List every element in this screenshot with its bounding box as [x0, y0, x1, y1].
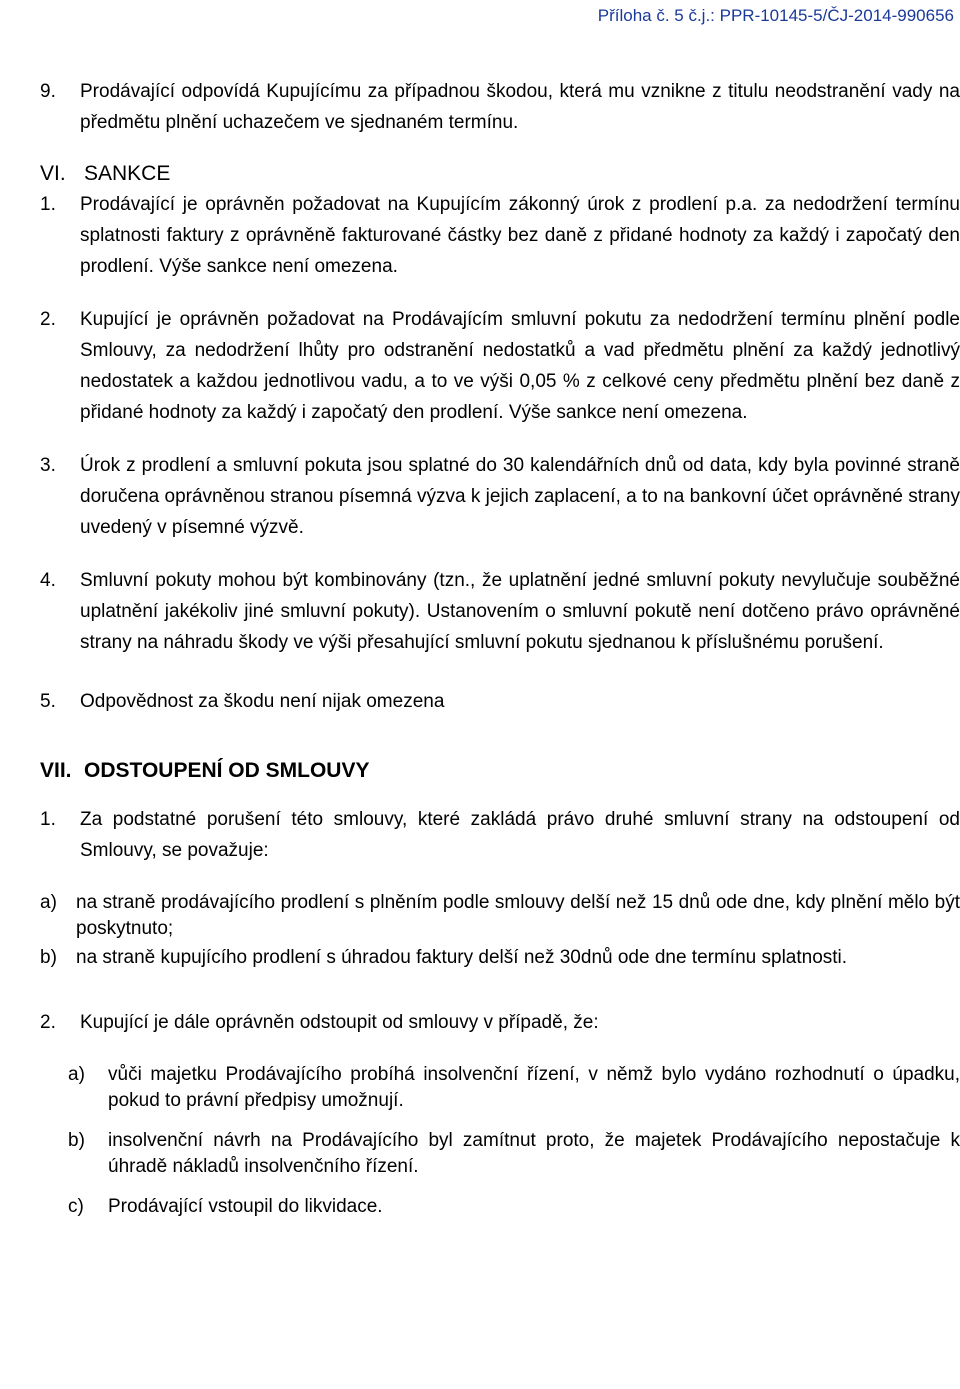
section-number: VII.	[40, 759, 72, 782]
section-number: VI.	[40, 162, 66, 185]
sub-text: vůči majetku Prodávajícího probíhá insolvenční řízení, v němž bylo vydáno rozhodnutí o úpadku, pokud to právní předpisy umožnují.	[108, 1064, 960, 1111]
section-heading-sankce	[40, 158, 960, 189]
clause-text: Za podstatné porušení této smlouvy, které zakládá právo druhé smluvní strany na odstoupení od Smlouvy, se považuje:	[80, 809, 960, 861]
sub-letter: b)	[40, 947, 57, 968]
document-body	[40, 76, 960, 1220]
odstoupeni-2-sub-c	[40, 1194, 960, 1220]
sub-letter: a)	[68, 1064, 85, 1085]
odstoupeni-1-sub-a	[40, 890, 960, 942]
clause-9	[40, 76, 960, 138]
sub-letter: b)	[68, 1130, 85, 1151]
sankce-clause-5	[40, 686, 960, 717]
clause-number: 2.	[40, 309, 56, 330]
section-title: ODSTOUPENÍ OD SMLOUVY	[84, 759, 370, 782]
clause-text: Smluvní pokuty mohou být kombinovány (tzn., že uplatnění jedné smluvní pokuty nevylučuje souběžné uplatnění jakékoliv jiné smluvní pokuty). Ustanovením o smluvní pokutě není dotčeno právo oprávněné strany na náhradu škody ve výši přesahující smluvní pokutu sjednanou k příslušnému porušení.	[80, 570, 960, 653]
clause-number: 2.	[40, 1012, 56, 1033]
clause-number: 1.	[40, 194, 56, 215]
clause-text: Prodávající odpovídá Kupujícímu za případnou škodou, která mu vznikne z titulu neodstranění vady na předmětu plnění uchazečem ve sjednaném termínu.	[80, 81, 960, 133]
clause-text: Úrok z prodlení a smluvní pokuta jsou splatné do 30 kalendářních dnů od data, kdy byla povinné straně doručena oprávněnou stranou písemná výzva k jejich zaplacení, a to na bankovní účet oprávněné strany uvedený v písemné výzvě.	[80, 455, 960, 538]
sankce-clause-2	[40, 304, 960, 428]
sankce-clause-4	[40, 565, 960, 658]
odstoupeni-2-sub-b	[40, 1128, 960, 1180]
sub-letter: a)	[40, 892, 57, 913]
sub-text: Prodávající vstoupil do likvidace.	[108, 1196, 383, 1217]
sankce-clause-1	[40, 189, 960, 282]
clause-text: Odpovědnost za škodu není nijak omezena	[80, 691, 445, 712]
sub-text: na straně kupujícího prodlení s úhradou faktury delší než 30dnů ode dne termínu splatnosti.	[76, 947, 848, 968]
sub-letter: c)	[68, 1196, 84, 1217]
clause-text: Kupující je oprávněn požadovat na Prodávajícím smluvní pokutu za nedodržení termínu plnění podle Smlouvy, za nedodržení lhůty pro odstranění nedostatků a vad předmětu plnění za každý jednotlivý nedostatek a každou jednotlivou vadu, a to ve výši 0,05 % z celkové ceny předmětu plnění bez daně z přidané hodnoty za každý i započatý den prodlení. Výše sankce není omezena.	[80, 309, 960, 423]
document-reference: Příloha č. 5 č.j.: PPR-10145-5/ČJ-2014-990656	[597, 6, 954, 25]
odstoupeni-1-sub-b	[40, 945, 960, 971]
clause-number: 3.	[40, 455, 56, 476]
clause-text: Prodávající je oprávněn požadovat na Kupujícím zákonný úrok z prodlení p.a. za nedodržení termínu splatnosti faktury z oprávněně fakturované částky bez daně z přidané hodnoty za každý i započatý den prodlení. Výše sankce není omezena.	[80, 194, 960, 277]
clause-number: 9.	[40, 81, 56, 102]
sub-text: na straně prodávajícího prodlení s plněním podle smlouvy delší než 15 dnů ode dne, kdy plnění mělo být poskytnuto;	[76, 892, 960, 939]
section-title: SANKCE	[84, 162, 171, 185]
clause-number: 1.	[40, 809, 56, 830]
section-heading-odstoupeni	[40, 755, 960, 786]
odstoupeni-2-sub-a	[40, 1062, 960, 1114]
clause-number: 4.	[40, 570, 56, 591]
clause-number: 5.	[40, 691, 56, 712]
odstoupeni-clause-1	[40, 804, 960, 866]
clause-text: Kupující je dále oprávněn odstoupit od smlouvy v případě, že:	[80, 1012, 599, 1033]
sankce-clause-3	[40, 450, 960, 543]
sub-text: insolvenční návrh na Prodávajícího byl zamítnut proto, že majetek Prodávajícího nepostačuje k úhradě nákladů insolvenčního řízení.	[108, 1130, 960, 1177]
odstoupeni-clause-2	[40, 1007, 960, 1038]
